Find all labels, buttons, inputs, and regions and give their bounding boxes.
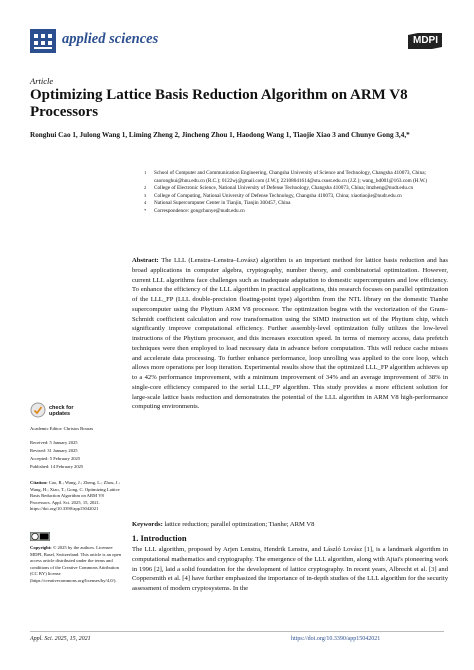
- published-date: Published: 14 February 2025: [30, 464, 84, 469]
- intro-paragraph: The LLL algorithm, proposed by Arjen Lenstra, Hendrik Lenstra, and László Lovász [1], is a landmark algorithm in computational mathematics and cryptography. The emergence of the LLL algorithm, along with Ajtai's pioneering work in 1996 [2], laid a solid foundation for the development of lattice cryptography. In recent years, Albrecht et al. [3] and Coppersmith et al. [4] have further emphasized the importance of in-depth studies of the LLL algorithm for the security assessment of modern cryptosystems. In the: [132, 546, 448, 592]
- check-updates-icon: [30, 402, 46, 418]
- check-for-updates-button[interactable]: [30, 402, 122, 418]
- keywords-label: Keywords:: [132, 521, 163, 528]
- affiliations: [144, 170, 444, 216]
- received-date: Received: 5 January 2025: [30, 440, 78, 445]
- footer-divider: [30, 631, 444, 632]
- affiliation-item: 2 College of Electronic Science, National University of Defense Technology, Changsha 410073, China; lmzheng@nudt.edu.cn: [144, 185, 414, 192]
- accepted-date: Accepted: 5 February 2025: [30, 456, 81, 461]
- article-title: Optimizing Lattice Basis Reduction Algorithm on ARM V8 Processors: [30, 87, 408, 120]
- author-list[interactable]: Ronghui Cao 1, Julong Wang 1, Liming Zheng 2, Jincheng Zhou 1, Haodong Wang 1, Tiaojie Xiao 3 and Chunye Gong 3,4,*: [30, 131, 410, 139]
- abstract: [132, 256, 448, 412]
- affiliation-item: 1 School of Computer and Communication Engineering, Changsha University of Science and Technology, Changsha 410073, China; caoronghui@hnu.edu.cn (R.C.); 0122wj@gmail.com (J.W.); 22108041614@stu.csust.edu.cn (J.Z.); wang_hd001@163.com (H.W.): [144, 170, 428, 184]
- academic-editor: Academic Editor: Christos Bouras: [30, 426, 94, 431]
- copyright-text: © 2025 by the authors. Licensee MDPI, Basel, Switzerland. This article is an open access article distributed under the terms and conditions of the Creative Commons Attribution (CC BY) license (https://creativecommons.org/licenses/by/4.0/).: [30, 545, 122, 583]
- cc-by-license-icon[interactable]: [30, 532, 50, 541]
- journal-logo-icon: [30, 29, 56, 53]
- revised-date: Revised: 31 January 2025: [30, 448, 78, 453]
- correspondence: * Correspondence: gongchunye@nudt.edu.cn: [144, 207, 245, 214]
- copyright: [30, 545, 122, 585]
- footer-doi-link[interactable]: https://doi.org/10.3390/app15042021: [291, 636, 381, 642]
- abstract-text: The LLL (Lenstra–Lenstra–Lovász) algorithm is an important method for lattice basis reduction and has broad applications in computer algebra, cryptography, number theory, and combinatorial optimization. However, current LLL algorithms face challenges such as inadequate adaptation to domestic supercomputers and low efficiency. To enhance the efficiency of the LLL algorithm in practical applications, this research focuses on parallel optimization of the LLL_FP (LLL double-precision floating-point type) algorithm from the NTL library on the domestic Tianhe supercomputer using the Phytium ARM V8 processor. The optimization begins with the vectorization of the Gram–Schmidt coefficient calculation and row transformation using the SIMD instruction set of the Phytium chip, which significantly improve computational efficiency. Further assembly-level optimization fully utilizes the low-level instructions of the Phytium processor, and this increases execution speed. In terms of memory access, data prefetch techniques were then employed to load necessary data in advance before computation. This will reduce cache misses and accelerate data processing. To further enhance performance, loop unrolling was applied to the core loop, which allows more operations per loop iteration. Experimental results show that the optimized LLL_FP algorithm achieves up to a 42% performance improvement, with a minimum improvement of 34% and an average improvement of 38% in single-core efficiency compared to the serial LLL_FP algorithm. This study provides a more efficient solution for large-scale lattice basis reduction and demonstrates the potential of the LLL algorithm in ARM V8 high-performance computing environments.: [132, 257, 448, 411]
- affiliation-item: 3 College of Computing, National University of Defense Technology, Changsha 410073, China; xiaotiaojie@nudt.edu.cn: [144, 192, 402, 199]
- citation-text[interactable]: Cao, R.; Wang, J.; Zheng, L.; Zhou, J.; Wang, H.; Xiao, T.; Gong, C. Optimizing Lattice Basis Reduction Algorithm on ARM V8 Processors. Appl. Sci. 2025, 15, 2021. https://doi.org/10.3390/app15042021: [30, 480, 120, 512]
- copyright-label: Copyright:: [30, 545, 52, 550]
- keywords-text: lattice reduction; parallel optimization; Tianhe; ARM V8: [164, 521, 315, 528]
- publisher-name: MDPI: [413, 35, 438, 46]
- journal-name[interactable]: applied sciences: [62, 31, 159, 47]
- affiliation-item: 4 National Supercomputer Center in Tianjin, Tianjin 300457, China: [144, 200, 291, 207]
- section-heading: 1. Introduction: [132, 533, 187, 543]
- keywords: [132, 520, 448, 529]
- footer-citation: Appl. Sci. 2025, 15, 2021: [30, 636, 91, 642]
- citation: [30, 480, 122, 513]
- article-type: Article: [30, 76, 54, 86]
- abstract-label: Abstract:: [132, 257, 159, 264]
- citation-label: Citation:: [30, 480, 48, 485]
- check-updates-label: check for updates: [49, 405, 74, 417]
